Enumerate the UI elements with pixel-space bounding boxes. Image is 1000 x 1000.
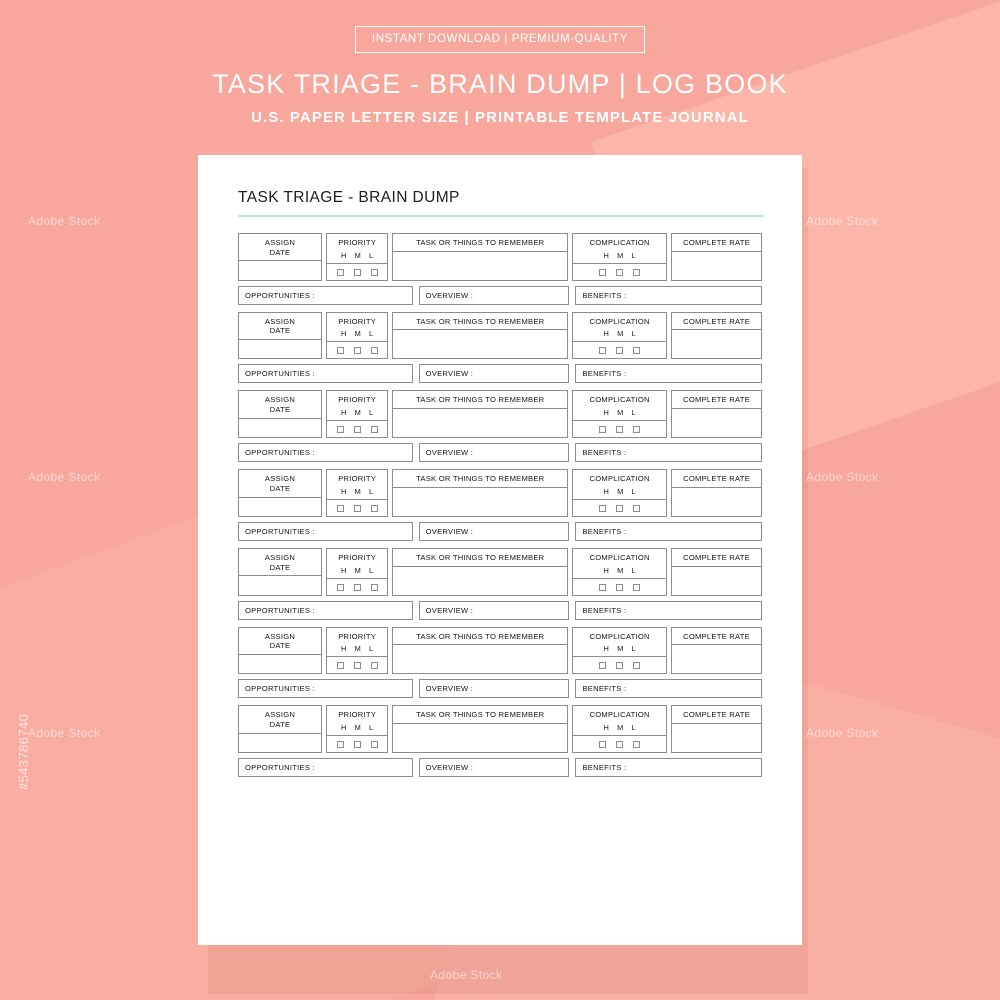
entry-header-row (238, 469, 762, 517)
priority-cell[interactable] (326, 469, 388, 517)
overview-field[interactable]: OVERVIEW : (419, 601, 570, 620)
assign-date-cell[interactable] (238, 390, 322, 438)
complication-label: COMPLICATION (589, 474, 650, 484)
complete-rate-input[interactable] (672, 409, 761, 437)
overview-field[interactable]: OVERVIEW : (419, 758, 570, 777)
watermark-stock: Adobe Stock (806, 726, 879, 740)
complication-checkbox-high[interactable] (599, 505, 606, 512)
priority-label: PRIORITY (338, 395, 377, 405)
task-cell[interactable] (392, 469, 568, 517)
priority-checkbox-low[interactable] (371, 662, 378, 669)
priority-checkbox-low[interactable] (371, 741, 378, 748)
task-label: TASK OR THINGS TO REMEMBER (416, 552, 545, 562)
task-input[interactable] (393, 567, 567, 595)
task-input[interactable] (393, 488, 567, 516)
complication-hml-labels: H M L (603, 723, 636, 733)
complication-cell[interactable] (572, 705, 667, 753)
priority-cell[interactable] (326, 312, 388, 360)
task-cell[interactable] (392, 627, 568, 675)
priority-checkbox-low[interactable] (371, 347, 378, 354)
complete-rate-label: COMPLETE RATE (683, 552, 750, 562)
entry-row (238, 233, 762, 305)
complication-checkbox-low[interactable] (633, 505, 640, 512)
priority-checkboxes[interactable] (327, 500, 387, 516)
overview-field[interactable]: OVERVIEW : (419, 679, 570, 698)
assign-date-cell[interactable] (238, 469, 322, 517)
complication-label: COMPLICATION (589, 395, 650, 405)
opportunities-field[interactable]: OPPORTUNITIES : (238, 679, 413, 698)
opportunities-field[interactable]: OPPORTUNITIES : (238, 286, 413, 305)
entry-subfield-row (238, 286, 762, 305)
task-input[interactable] (393, 330, 567, 358)
priority-checkbox-high[interactable] (337, 269, 344, 276)
complication-label: COMPLICATION (589, 316, 650, 326)
priority-checkbox-low[interactable] (371, 426, 378, 433)
priority-cell[interactable] (326, 548, 388, 596)
complete-rate-label: COMPLETE RATE (683, 395, 750, 405)
complete-rate-input[interactable] (672, 645, 761, 673)
priority-checkboxes[interactable] (327, 579, 387, 595)
entry-list (226, 233, 774, 777)
priority-hml-labels: H M L (341, 565, 374, 575)
complete-rate-label: COMPLETE RATE (683, 316, 750, 326)
complication-checkbox-high[interactable] (599, 584, 606, 591)
priority-label: PRIORITY (338, 631, 377, 641)
complication-checkbox-medium[interactable] (616, 269, 623, 276)
complication-cell[interactable] (572, 312, 667, 360)
complete-rate-cell[interactable] (671, 705, 762, 753)
complete-rate-input[interactable] (672, 488, 761, 516)
opportunities-field[interactable]: OPPORTUNITIES : (238, 364, 413, 383)
complication-hml-labels: H M L (603, 250, 636, 260)
priority-checkbox-low[interactable] (371, 584, 378, 591)
priority-checkbox-medium[interactable] (354, 347, 361, 354)
priority-label: PRIORITY (338, 238, 377, 247)
task-label: TASK OR THINGS TO REMEMBER (416, 395, 545, 405)
complication-checkbox-high[interactable] (599, 662, 606, 669)
overview-field[interactable]: OVERVIEW : (419, 522, 570, 541)
page-title: TASK TRIAGE - BRAIN DUMP (238, 189, 460, 206)
complication-checkbox-medium[interactable] (616, 741, 623, 748)
complication-checkbox-low[interactable] (633, 741, 640, 748)
priority-hml-labels: H M L (341, 486, 374, 496)
complication-checkboxes[interactable] (573, 264, 666, 280)
assign-date-label: ASSIGN DATE (264, 474, 296, 493)
priority-checkbox-high[interactable] (337, 662, 344, 669)
task-label: TASK OR THINGS TO REMEMBER (416, 710, 545, 720)
assign-date-label: ASSIGN DATE (264, 316, 296, 336)
benefits-field[interactable]: BENEFITS : (575, 364, 762, 383)
priority-hml-labels: H M L (341, 329, 374, 339)
overview-field[interactable]: OVERVIEW : (419, 364, 570, 383)
priority-label: PRIORITY (338, 316, 377, 326)
priority-checkbox-medium[interactable] (354, 584, 361, 591)
entry-row (238, 390, 762, 462)
complication-hml-labels: H M L (603, 644, 636, 654)
watermark-stock: Adobe Stock (806, 214, 879, 228)
assign-date-label: ASSIGN DATE (264, 631, 296, 651)
task-input[interactable] (393, 409, 567, 437)
priority-hml-labels: H M L (341, 250, 374, 260)
task-label: TASK OR THINGS TO REMEMBER (416, 238, 545, 247)
complete-rate-cell[interactable] (671, 312, 762, 360)
priority-label: PRIORITY (338, 552, 377, 562)
benefits-field[interactable]: BENEFITS : (575, 758, 762, 777)
complete-rate-cell[interactable] (671, 548, 762, 596)
watermark-stock: Adobe Stock (430, 968, 503, 982)
complication-checkbox-low[interactable] (633, 269, 640, 276)
entry-row (238, 469, 762, 541)
opportunities-field[interactable]: OPPORTUNITIES : (238, 522, 413, 541)
assign-date-cell[interactable] (238, 312, 322, 360)
assign-date-label: ASSIGN DATE (264, 552, 296, 572)
complication-checkbox-medium[interactable] (616, 584, 623, 591)
priority-label: PRIORITY (338, 710, 377, 720)
entry-subfield-row (238, 601, 762, 620)
task-cell[interactable] (392, 705, 568, 753)
entry-subfield-row (238, 364, 762, 383)
promo-badge: INSTANT DOWNLOAD | PREMIUM-QUALITY (355, 26, 645, 53)
printable-sheet (198, 155, 802, 945)
complication-checkbox-low[interactable] (633, 584, 640, 591)
priority-cell[interactable] (326, 705, 388, 753)
complete-rate-cell[interactable] (671, 390, 762, 438)
complication-checkbox-medium[interactable] (616, 426, 623, 433)
complication-checkboxes[interactable] (573, 421, 666, 437)
priority-checkbox-high[interactable] (337, 347, 344, 354)
priority-checkbox-medium[interactable] (354, 426, 361, 433)
task-cell[interactable] (392, 233, 568, 281)
assign-date-input[interactable] (239, 498, 321, 516)
priority-checkbox-medium[interactable] (354, 505, 361, 512)
complication-checkboxes[interactable] (573, 657, 666, 673)
priority-checkbox-medium[interactable] (354, 269, 361, 276)
watermark-stock: Adobe Stock (28, 214, 101, 228)
complication-cell[interactable] (572, 390, 667, 438)
priority-hml-labels: H M L (341, 723, 374, 733)
priority-checkboxes[interactable] (327, 736, 387, 752)
priority-checkbox-high[interactable] (337, 505, 344, 512)
task-input[interactable] (393, 252, 567, 280)
priority-checkboxes[interactable] (327, 657, 387, 673)
benefits-field[interactable]: BENEFITS : (575, 443, 762, 462)
priority-checkbox-medium[interactable] (354, 662, 361, 669)
complication-cell[interactable] (572, 469, 667, 517)
complication-hml-labels: H M L (603, 565, 636, 575)
priority-cell[interactable] (326, 390, 388, 438)
task-cell[interactable] (392, 548, 568, 596)
task-cell[interactable] (392, 312, 568, 360)
assign-date-input[interactable] (239, 340, 321, 358)
assign-date-label: ASSIGN DATE (264, 395, 296, 415)
entry-subfield-row (238, 679, 762, 698)
opportunities-field[interactable]: OPPORTUNITIES : (238, 601, 413, 620)
complication-checkbox-high[interactable] (599, 269, 606, 276)
priority-checkbox-high[interactable] (337, 426, 344, 433)
entry-header-row (238, 390, 762, 438)
task-cell[interactable] (392, 390, 568, 438)
complication-label: COMPLICATION (589, 710, 650, 720)
task-label: TASK OR THINGS TO REMEMBER (416, 474, 545, 484)
priority-cell[interactable] (326, 233, 388, 281)
complication-label: COMPLICATION (589, 238, 650, 247)
complication-checkbox-high[interactable] (599, 741, 606, 748)
complication-checkboxes[interactable] (573, 579, 666, 595)
benefits-field[interactable]: BENEFITS : (575, 286, 762, 305)
complication-hml-labels: H M L (603, 408, 636, 418)
complication-checkbox-high[interactable] (599, 426, 606, 433)
complete-rate-input[interactable] (672, 724, 761, 752)
watermark-stock: Adobe Stock (28, 470, 101, 484)
entry-row (238, 705, 762, 777)
assign-date-cell[interactable] (238, 548, 322, 596)
assign-date-input[interactable] (239, 576, 321, 594)
complete-rate-label: COMPLETE RATE (683, 710, 750, 720)
priority-hml-labels: H M L (341, 644, 374, 654)
complication-checkbox-low[interactable] (633, 347, 640, 354)
task-input[interactable] (393, 724, 567, 752)
complication-checkbox-low[interactable] (633, 662, 640, 669)
priority-checkbox-medium[interactable] (354, 741, 361, 748)
complication-checkboxes[interactable] (573, 342, 666, 358)
complete-rate-cell[interactable] (671, 627, 762, 675)
watermark-id: #543786740 (16, 713, 31, 790)
assign-date-input[interactable] (239, 655, 321, 673)
entry-subfield-row (238, 443, 762, 462)
complication-cell[interactable] (572, 548, 667, 596)
complication-checkbox-medium[interactable] (616, 662, 623, 669)
entry-row (238, 627, 762, 699)
complication-checkbox-medium[interactable] (616, 505, 623, 512)
entry-header-row (238, 312, 762, 360)
complication-cell[interactable] (572, 627, 667, 675)
complication-checkbox-high[interactable] (599, 347, 606, 354)
complication-label: COMPLICATION (589, 552, 650, 562)
entry-subfield-row (238, 758, 762, 777)
benefits-field[interactable]: BENEFITS : (575, 522, 762, 541)
complication-checkbox-medium[interactable] (616, 347, 623, 354)
entry-subfield-row (238, 522, 762, 541)
complication-checkbox-low[interactable] (633, 426, 640, 433)
watermark-stock: Adobe Stock (28, 726, 101, 740)
priority-checkbox-low[interactable] (371, 505, 378, 512)
entry-row (238, 312, 762, 384)
assign-date-label: ASSIGN DATE (264, 710, 296, 730)
priority-hml-labels: H M L (341, 408, 374, 418)
complete-rate-input[interactable] (672, 330, 761, 358)
opportunities-field[interactable]: OPPORTUNITIES : (238, 443, 413, 462)
priority-checkbox-high[interactable] (337, 741, 344, 748)
assign-date-cell[interactable] (238, 705, 322, 753)
complete-rate-label: COMPLETE RATE (683, 238, 750, 247)
benefits-field[interactable]: BENEFITS : (575, 679, 762, 698)
assign-date-input[interactable] (239, 261, 321, 279)
complete-rate-label: COMPLETE RATE (683, 631, 750, 641)
title-divider (238, 215, 764, 217)
complete-rate-cell[interactable] (671, 469, 762, 517)
complete-rate-cell[interactable] (671, 233, 762, 281)
complication-checkboxes[interactable] (573, 500, 666, 516)
entry-header-row (238, 627, 762, 675)
complication-label: COMPLICATION (589, 631, 650, 641)
complete-rate-label: COMPLETE RATE (683, 474, 750, 484)
assign-date-cell[interactable] (238, 627, 322, 675)
overview-field[interactable]: OVERVIEW : (419, 286, 570, 305)
watermark-stock: Adobe Stock (806, 470, 879, 484)
promo-header (0, 26, 1000, 126)
assign-date-input[interactable] (239, 734, 321, 752)
task-label: TASK OR THINGS TO REMEMBER (416, 631, 545, 641)
priority-checkboxes[interactable] (327, 264, 387, 280)
assign-date-input[interactable] (239, 419, 321, 437)
priority-checkboxes[interactable] (327, 421, 387, 437)
priority-cell[interactable] (326, 627, 388, 675)
entry-header-row (238, 705, 762, 753)
complication-hml-labels: H M L (603, 486, 636, 496)
complication-cell[interactable] (572, 233, 667, 281)
complication-checkboxes[interactable] (573, 736, 666, 752)
promo-subtitle: U.S. PAPER LETTER SIZE | PRINTABLE TEMPLATE JOURNAL (251, 108, 749, 126)
priority-checkbox-low[interactable] (371, 269, 378, 276)
overview-field[interactable]: OVERVIEW : (419, 443, 570, 462)
opportunities-field[interactable]: OPPORTUNITIES : (238, 758, 413, 777)
complete-rate-input[interactable] (672, 252, 761, 280)
entry-header-row (238, 233, 762, 281)
assign-date-label: ASSIGN DATE (264, 238, 296, 257)
entry-header-row (238, 548, 762, 596)
complete-rate-input[interactable] (672, 567, 761, 595)
assign-date-cell[interactable] (238, 233, 322, 281)
entry-row (238, 548, 762, 620)
benefits-field[interactable]: BENEFITS : (575, 601, 762, 620)
complication-hml-labels: H M L (603, 329, 636, 339)
task-label: TASK OR THINGS TO REMEMBER (416, 316, 545, 326)
priority-checkboxes[interactable] (327, 342, 387, 358)
priority-checkbox-high[interactable] (337, 584, 344, 591)
promo-title: TASK TRIAGE - BRAIN DUMP | LOG BOOK (212, 68, 788, 99)
priority-label: PRIORITY (338, 474, 377, 484)
task-input[interactable] (393, 645, 567, 673)
